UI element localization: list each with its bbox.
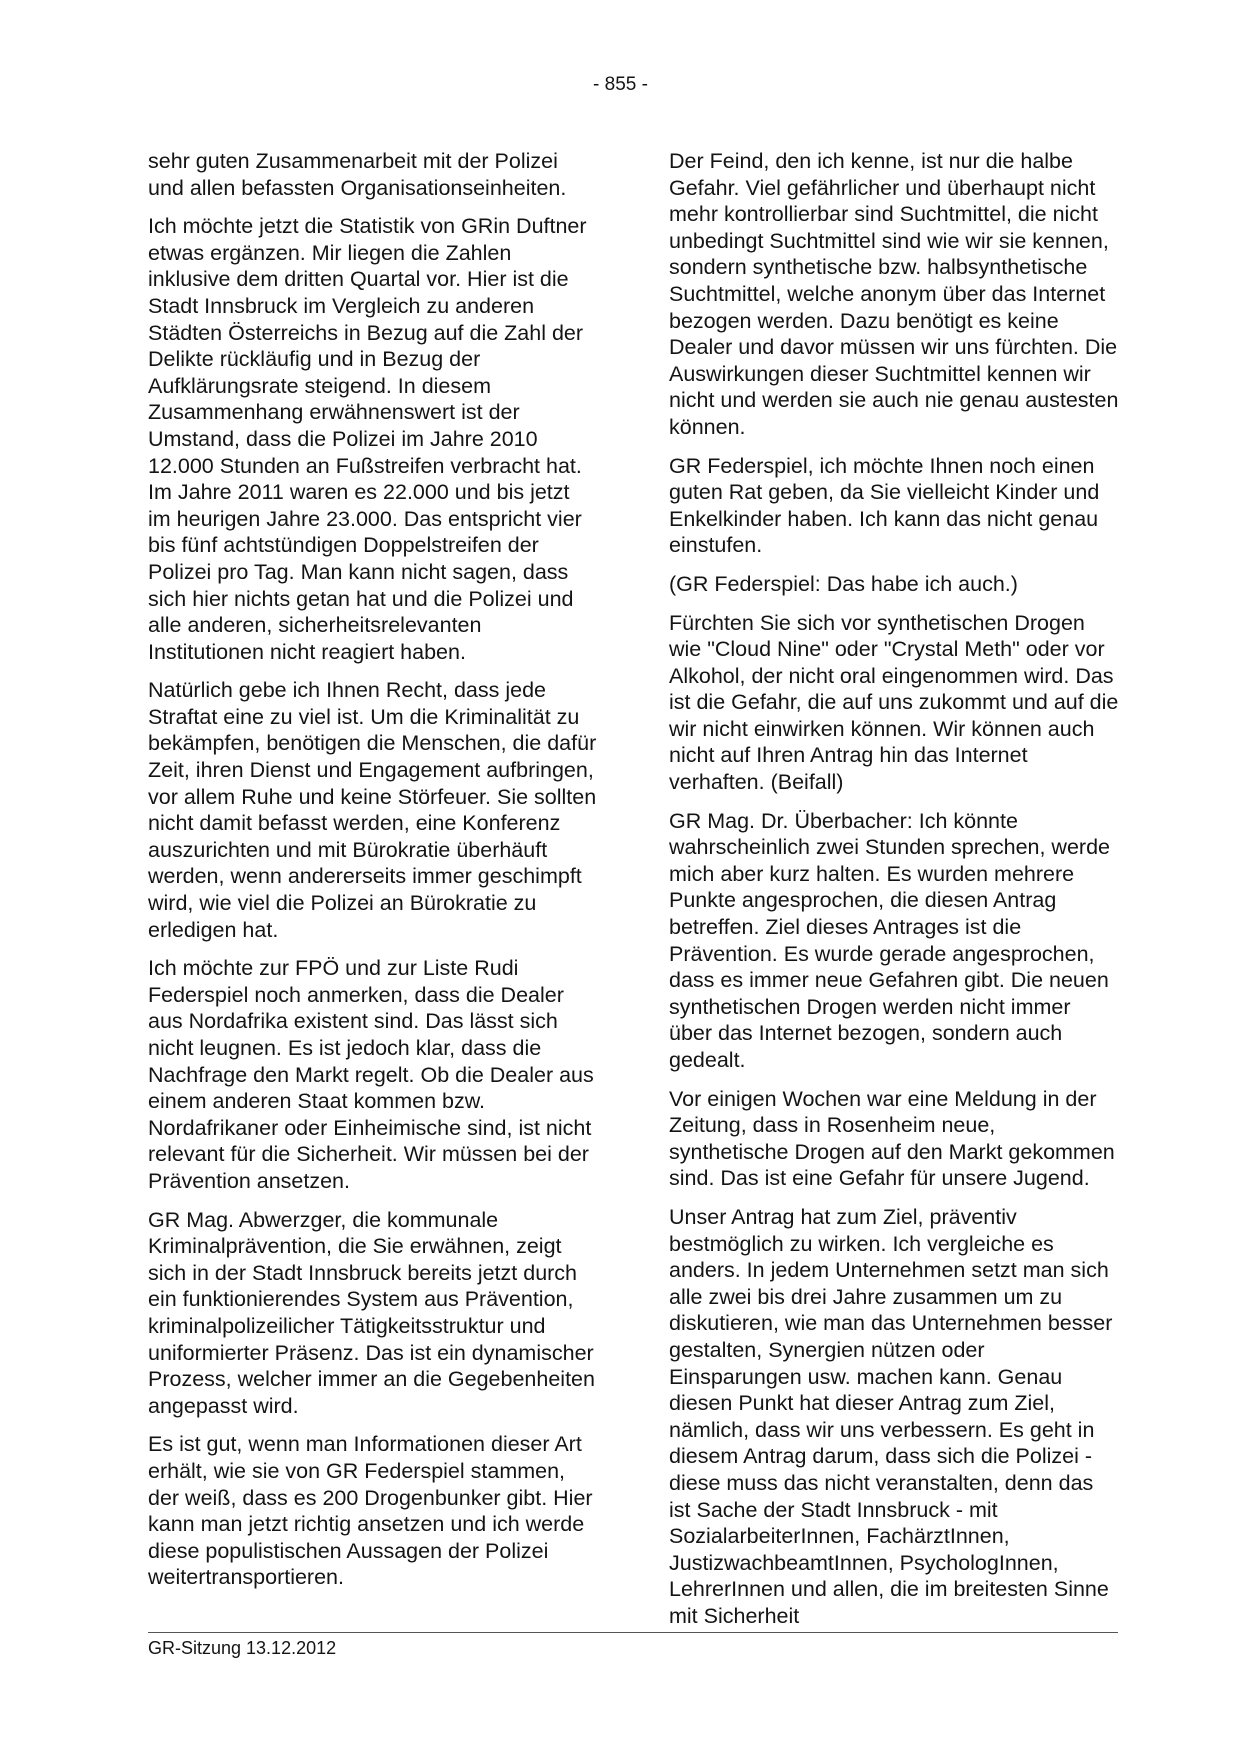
paragraph: Es ist gut, wenn man Informationen dieser Art erhält, wie sie von GR Federspiel stammen, der weiß, dass es 200 Drogenbunker gibt. Hier kann man jetzt richtig ansetzen und ich werde diese populistischen Aussagen der Polizei weitertransportieren. [148,1432,593,1590]
left-column [148,148,598,1591]
paragraph: Unser Antrag hat zum Ziel, präventiv bestmöglich zu wirken. Ich vergleiche es anders. In jedem Unternehmen setzt man sich alle zwei bis drei Jahre zusammen um zu diskutieren, wie man das Unternehmen besser gestalten, Synergien nützen oder Einsparungen usw. machen kann. Genau diesen Punkt hat dieser Antrag zum Ziel, nämlich, dass wir uns verbessern. Es geht in diesem Antrag darum, dass sich die Polizei - diese muss das nicht veranstalten, denn das ist Sache der Stadt Innsbruck - mit SozialarbeiterInnen, FachärztInnen, JustizwachbeamtInnen, PsychologInnen, LehrerInnen und allen, die im breitesten Sinne mit Sicherheit [669,1204,1113,1628]
paragraph: GR Mag. Abwerzger, die kommunale Kriminalprävention, die Sie erwähnen, zeigt sich in der Stadt Innsbruck bereits jetzt durch ein funktionierendes System aus Prävention, kriminalpolizeilicher Tätigkeitsstruktur und uniformierter Präsenz. Das ist ein dynamischer Prozess, welcher immer an die Gegebenheiten angepasst wird. [148,1207,595,1418]
paragraph: Natürlich gebe ich Ihnen Recht, dass jede Straftat eine zu viel ist. Um die Kriminalität zu bekämpfen, benötigen die Menschen, die dafür Zeit, ihren Dienst und Engagement aufbringen, vor allem Ruhe und keine Störfeuer. Sie sollten nicht damit befasst werden, eine Konferenz auszurichten und mit Bürokratie überhäuft werden, wenn andererseits immer geschimpft wird, wie viel die Polizei an Bürokratie zu erledigen hat. [148,678,597,942]
interjection: (GR Federspiel: Das habe ich auch.) [669,571,1018,596]
paragraph: Fürchten Sie sich vor synthetischen Drogen wie "Cloud Nine" oder "Crystal Meth" oder vor Alkohol, der nicht oral eingenommen wird. Das ist die Gefahr, die auf uns zukommt und auf die wir nicht einwirken können. Wir können auch nicht auf Ihren Antrag hin das Internet verhaften. (Beifall) [669,610,1119,795]
paragraph: GR Mag. Dr. Überbacher: Ich könnte wahrscheinlich zwei Stunden sprechen, werde mich aber kurz halten. Es wurden mehrere Punkte angesprochen, die diesen Antrag betreffen. Ziel dieses Antrages ist die Prävention. Es wurde gerade angesprochen, dass es immer neue Gefahren gibt. Die neuen synthetischen Drogen werden nicht immer über das Internet bezogen, sondern auch gedealt. [669,808,1110,1072]
paragraph: Vor einigen Wochen war eine Meldung in der Zeitung, dass in Rosenheim neue, synthetische Drogen auf den Markt gekommen sind. Das ist eine Gefahr für unsere Jugend. [669,1086,1115,1191]
paragraph: GR Federspiel, ich möchte Ihnen noch einen guten Rat geben, da Sie vielleicht Kinder und Enkelkinder haben. Ich kann das nicht genau einstufen. [669,453,1100,558]
paragraph: Ich möchte jetzt die Statistik von GRin Duftner etwas ergänzen. Mir liegen die Zahlen inklusive dem dritten Quartal vor. Hier ist die Stadt Innsbruck im Vergleich zu anderen Städten Österreichs in Bezug auf die Zahl der Delikte rückläufig und in Bezug der Aufklärungsrate steigend. In diesem Zusammenhang erwähnenswert ist der Umstand, dass die Polizei im Jahre 2010 12.000 Stunden an Fußstreifen verbracht hat. Im Jahre 2011 waren es 22.000 und bis jetzt im heurigen Jahre 23.000. Das entspricht vier bis fünf achtstündigen Doppelstreifen der Polizei pro Tag. Man kann nicht sagen, dass sich hier nichts getan hat und die Polizei und alle anderen, sicherheitsrelevanten Institutionen nicht reagiert haben. [148,214,587,664]
footer-divider [148,1632,1118,1633]
footer-session-label: GR-Sitzung 13.12.2012 [148,1638,337,1658]
right-column [669,148,1119,1629]
paragraph: Der Feind, den ich kenne, ist nur die halbe Gefahr. Viel gefährlicher und überhaupt nicht mehr kontrollierbar sind Suchtmittel, die nicht unbedingt Suchtmittel sind wie wir sie kennen, sondern synthetische bzw. halbsynthetische Suchtmittel, welche anonym über das Internet bezogen werden. Dazu benötigt es keine Dealer und davor müssen wir uns fürchten. Die Auswirkungen dieser Suchtmittel kennen wir nicht und werden sie auch nie genau austesten können. [669,149,1119,439]
paragraph: sehr guten Zusammenarbeit mit der Polizei und allen befassten Organisationseinheiten. [148,149,567,200]
page-number: - 855 - [593,74,648,95]
paragraph: Ich möchte zur FPÖ und zur Liste Rudi Federspiel noch anmerken, dass die Dealer aus Nordafrika existent sind. Das lässt sich nicht leugnen. Es ist jedoch klar, dass die Nachfrage den Markt regelt. Ob die Dealer aus einem anderen Staat kommen bzw. Nordafrikaner oder Einheimische sind, ist nicht relevant für die Sicherheit. Wir müssen bei der Prävention ansetzen. [148,956,594,1193]
